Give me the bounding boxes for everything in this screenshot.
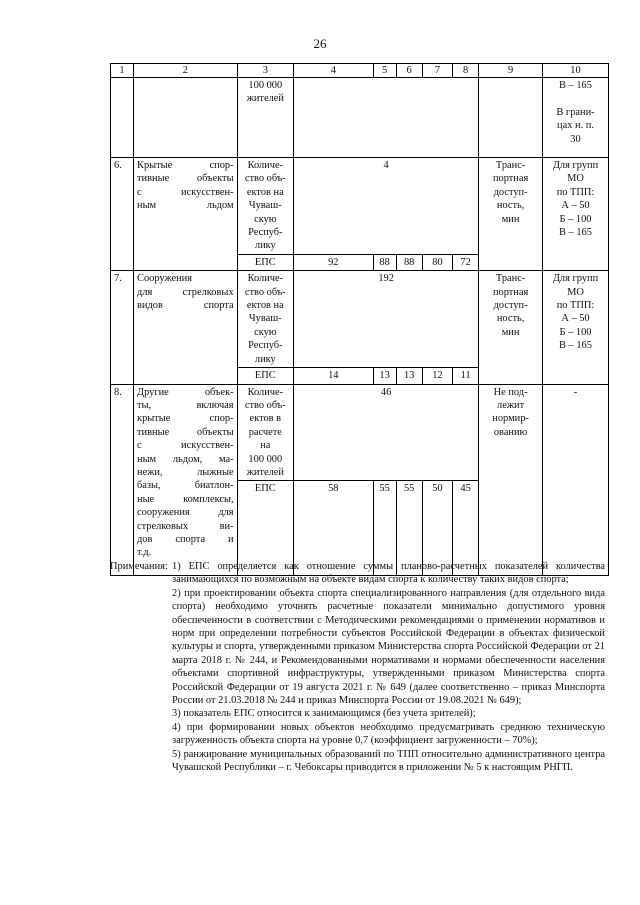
groups-cell: [543, 271, 609, 384]
col-header: 1: [111, 64, 134, 78]
cell-line: нежи, лыжные: [137, 466, 234, 478]
cell-line: Сооружения: [137, 273, 193, 285]
cell-line: ным льдом, ма-: [137, 453, 234, 465]
cell-line: Для групп: [552, 273, 599, 285]
indicator-cell: [237, 384, 293, 481]
eps-value: 80: [422, 254, 452, 270]
cell-line: В – 165: [559, 340, 592, 352]
cell-line: [546, 92, 605, 105]
cell-line: лежит: [497, 399, 525, 411]
cell-line: с искусствен-: [137, 440, 234, 452]
cell-line: по ТПП:: [556, 186, 595, 198]
indicator-cell: [237, 158, 293, 255]
object-name: [134, 384, 238, 576]
object-name: [134, 271, 238, 384]
note-item: 3) показатель ЕПС относится к занимающимся (без учета зрителей);: [172, 708, 476, 720]
indicator-cell: [237, 271, 293, 368]
note-item: 2) при проектировании объекта спорта специализированного направления (для отдельного вида спорта) необходимо уточнять расчетные показатели минимально допустимого уровня обеспеченности в соответствии с Методическими рекомендациями о применении нормативов и норм при определении потребности субъектов Российской Федерации в объектах физической культуры и спорта, утвержденными приказом Министерства спорта Российской Федерации от 21 марта 2018 г. № 244, и Рекомендованными нормативами и нормами обеспеченности населения объектами спортивной инфраструктуры, утвержденными приказом Министерства спорта Российской Федерации от 19 августа 2021 г. № 649 (далее соответственно – приказ Минспорта России от 21.03.2018 № 244 и приказ Минспорта России от 19.08.2021 № 649);: [172, 587, 605, 707]
eps-label: ЕПС: [237, 368, 293, 384]
cell-line: ным льдом: [137, 200, 234, 212]
cell-line: Чуваш-: [248, 200, 282, 212]
cell-line: МО: [567, 286, 584, 298]
eps-value: 92: [294, 254, 374, 270]
cell-line: расчете: [248, 426, 282, 438]
cell-line: ектов на: [246, 300, 284, 312]
eps-value: 45: [453, 481, 479, 576]
eps-value: 88: [396, 254, 422, 270]
eps-value: 12: [422, 368, 452, 384]
cell-line: жителей: [246, 93, 284, 105]
col-header: 6: [396, 64, 422, 78]
cell-line: крытые спор-: [137, 413, 234, 425]
objects-count: 46: [294, 384, 479, 481]
eps-value: 13: [396, 368, 422, 384]
cell-line: Для групп: [552, 160, 599, 171]
cell-line: доступ-: [493, 300, 528, 312]
cell-line: мин: [501, 213, 520, 225]
groups-cell: [543, 78, 609, 158]
cell-line: лику: [254, 240, 276, 252]
eps-value: 13: [373, 368, 396, 384]
eps-value: 11: [453, 368, 479, 384]
cell-line: -: [573, 386, 578, 398]
cell-line: 30: [570, 133, 581, 145]
cell-line: для стрелковых: [137, 286, 234, 298]
cell-line: 100 000: [248, 453, 283, 465]
cell-line: цах н. п.: [557, 120, 594, 132]
table-row: [111, 158, 609, 255]
table-row: [111, 78, 609, 158]
indicator-cell: [237, 78, 293, 158]
note-item: 5) ранжирование муниципальных образований по ТПП относительно административного центра Чувашской Республики – г. Чебоксары приводится в приложении № 5 к настоящим РНГП.: [172, 748, 605, 774]
notes-label: Примечания:: [110, 561, 168, 572]
col-header: 7: [422, 64, 452, 78]
cell-line: Количе-: [247, 386, 284, 398]
cell-line: доступ-: [493, 186, 528, 198]
cell-line: ектов в: [249, 413, 282, 425]
cell-line: мин: [501, 326, 520, 338]
cell-line: Респуб-: [248, 227, 283, 239]
cell-line: скую: [254, 213, 277, 225]
cell-line: ство объ-: [244, 399, 286, 411]
row-number: 7.: [111, 271, 134, 384]
cell-line: Чуваш-: [248, 313, 282, 325]
standards-table: [110, 63, 609, 576]
table-row: [111, 384, 609, 481]
eps-value: 55: [373, 481, 396, 576]
eps-label: ЕПС: [237, 254, 293, 270]
cell-line: базы, биатлон-: [137, 480, 234, 492]
cell-line: лику: [254, 353, 276, 365]
col-header: 3: [237, 64, 293, 78]
cell-line: тивные объекты: [137, 173, 234, 185]
eps-value: 55: [396, 481, 422, 576]
cell-line: Б – 100: [559, 213, 592, 225]
cell-line: А – 50: [561, 200, 590, 212]
table-header-row: [111, 64, 609, 78]
cell-line: А – 50: [561, 313, 590, 325]
cell-line: Транс-: [495, 160, 526, 171]
cell-line: 100 000: [248, 80, 283, 91]
cell-line: В грани-: [556, 106, 595, 118]
cell-line: скую: [254, 326, 277, 338]
col-header: 10: [543, 64, 609, 78]
groups-cell: [543, 384, 609, 576]
row-number: 8.: [111, 384, 134, 576]
col-header: 2: [134, 64, 238, 78]
cell-line: ты, включая: [137, 399, 234, 411]
cell-line: Б – 100: [559, 326, 592, 338]
cell-line: Транс-: [495, 273, 526, 285]
cell-line: Количе-: [247, 160, 284, 171]
object-name: [134, 158, 238, 271]
cell-line: видов спорта: [137, 300, 234, 312]
groups-cell: [543, 158, 609, 271]
access-cell: [479, 271, 543, 384]
access-cell: [479, 158, 543, 271]
note-item: 4) при формировании новых объектов необходимо предусматривать среднюю техническую загруженность объекта спорта на уровне 0,7 (коэффициент загруженности – 70%);: [172, 721, 605, 747]
cell-line: ованию: [493, 426, 528, 438]
eps-value: 58: [294, 481, 374, 576]
access-cell: [479, 384, 543, 576]
note-item: 1) ЕПС определяется как отношение суммы планово-расчетных показателей количества занимающихся по возможным на объекте видам спорта к количеству таких видов спорта;: [172, 561, 605, 586]
cell-line: портная: [492, 286, 529, 298]
cell-line: Крытые спор-: [137, 160, 234, 171]
eps-value: 50: [422, 481, 452, 576]
cell-line: ность,: [496, 313, 525, 325]
cell-line: ность,: [496, 200, 525, 212]
col-header: 4: [294, 64, 374, 78]
cell-line: Количе-: [247, 273, 284, 285]
eps-value: 72: [453, 254, 479, 270]
cell-line: по ТПП:: [556, 300, 595, 312]
cell-line: Респуб-: [248, 340, 283, 352]
cell-line: Другие объек-: [137, 386, 234, 398]
objects-count: 4: [294, 158, 479, 255]
cell-line: ектов на: [246, 186, 284, 198]
page-number: 26: [313, 36, 327, 51]
cell-line: В – 165: [559, 227, 592, 239]
cell-line: В – 165: [559, 80, 592, 91]
cell-line: портная: [492, 173, 529, 185]
cell-line: стрелковых ви-: [137, 520, 234, 532]
cell-line: Не под-: [493, 386, 528, 398]
cell-line: МО: [567, 173, 584, 185]
cell-line: сооружения для: [137, 507, 234, 519]
cell-line: ные комплексы,: [137, 493, 234, 505]
eps-value: 14: [294, 368, 374, 384]
cell-line: дов спорта и: [137, 533, 234, 545]
col-header: 8: [453, 64, 479, 78]
cell-line: т.д.: [137, 547, 152, 559]
cell-line: на: [260, 440, 271, 452]
cell-line: с искусствен-: [137, 186, 234, 198]
notes-section: [110, 560, 605, 775]
cell-line: тивные объекты: [137, 426, 234, 438]
cell-line: ство объ-: [244, 286, 286, 298]
row-number: 6.: [111, 158, 134, 271]
eps-value: 88: [373, 254, 396, 270]
col-header: 9: [479, 64, 543, 78]
table-row: [111, 271, 609, 368]
col-header: 5: [373, 64, 396, 78]
eps-label: ЕПС: [237, 481, 293, 576]
cell-line: жителей: [246, 466, 284, 478]
cell-line: нормир-: [492, 413, 529, 425]
cell-line: ство объ-: [244, 173, 286, 185]
objects-count: 192: [294, 271, 479, 368]
